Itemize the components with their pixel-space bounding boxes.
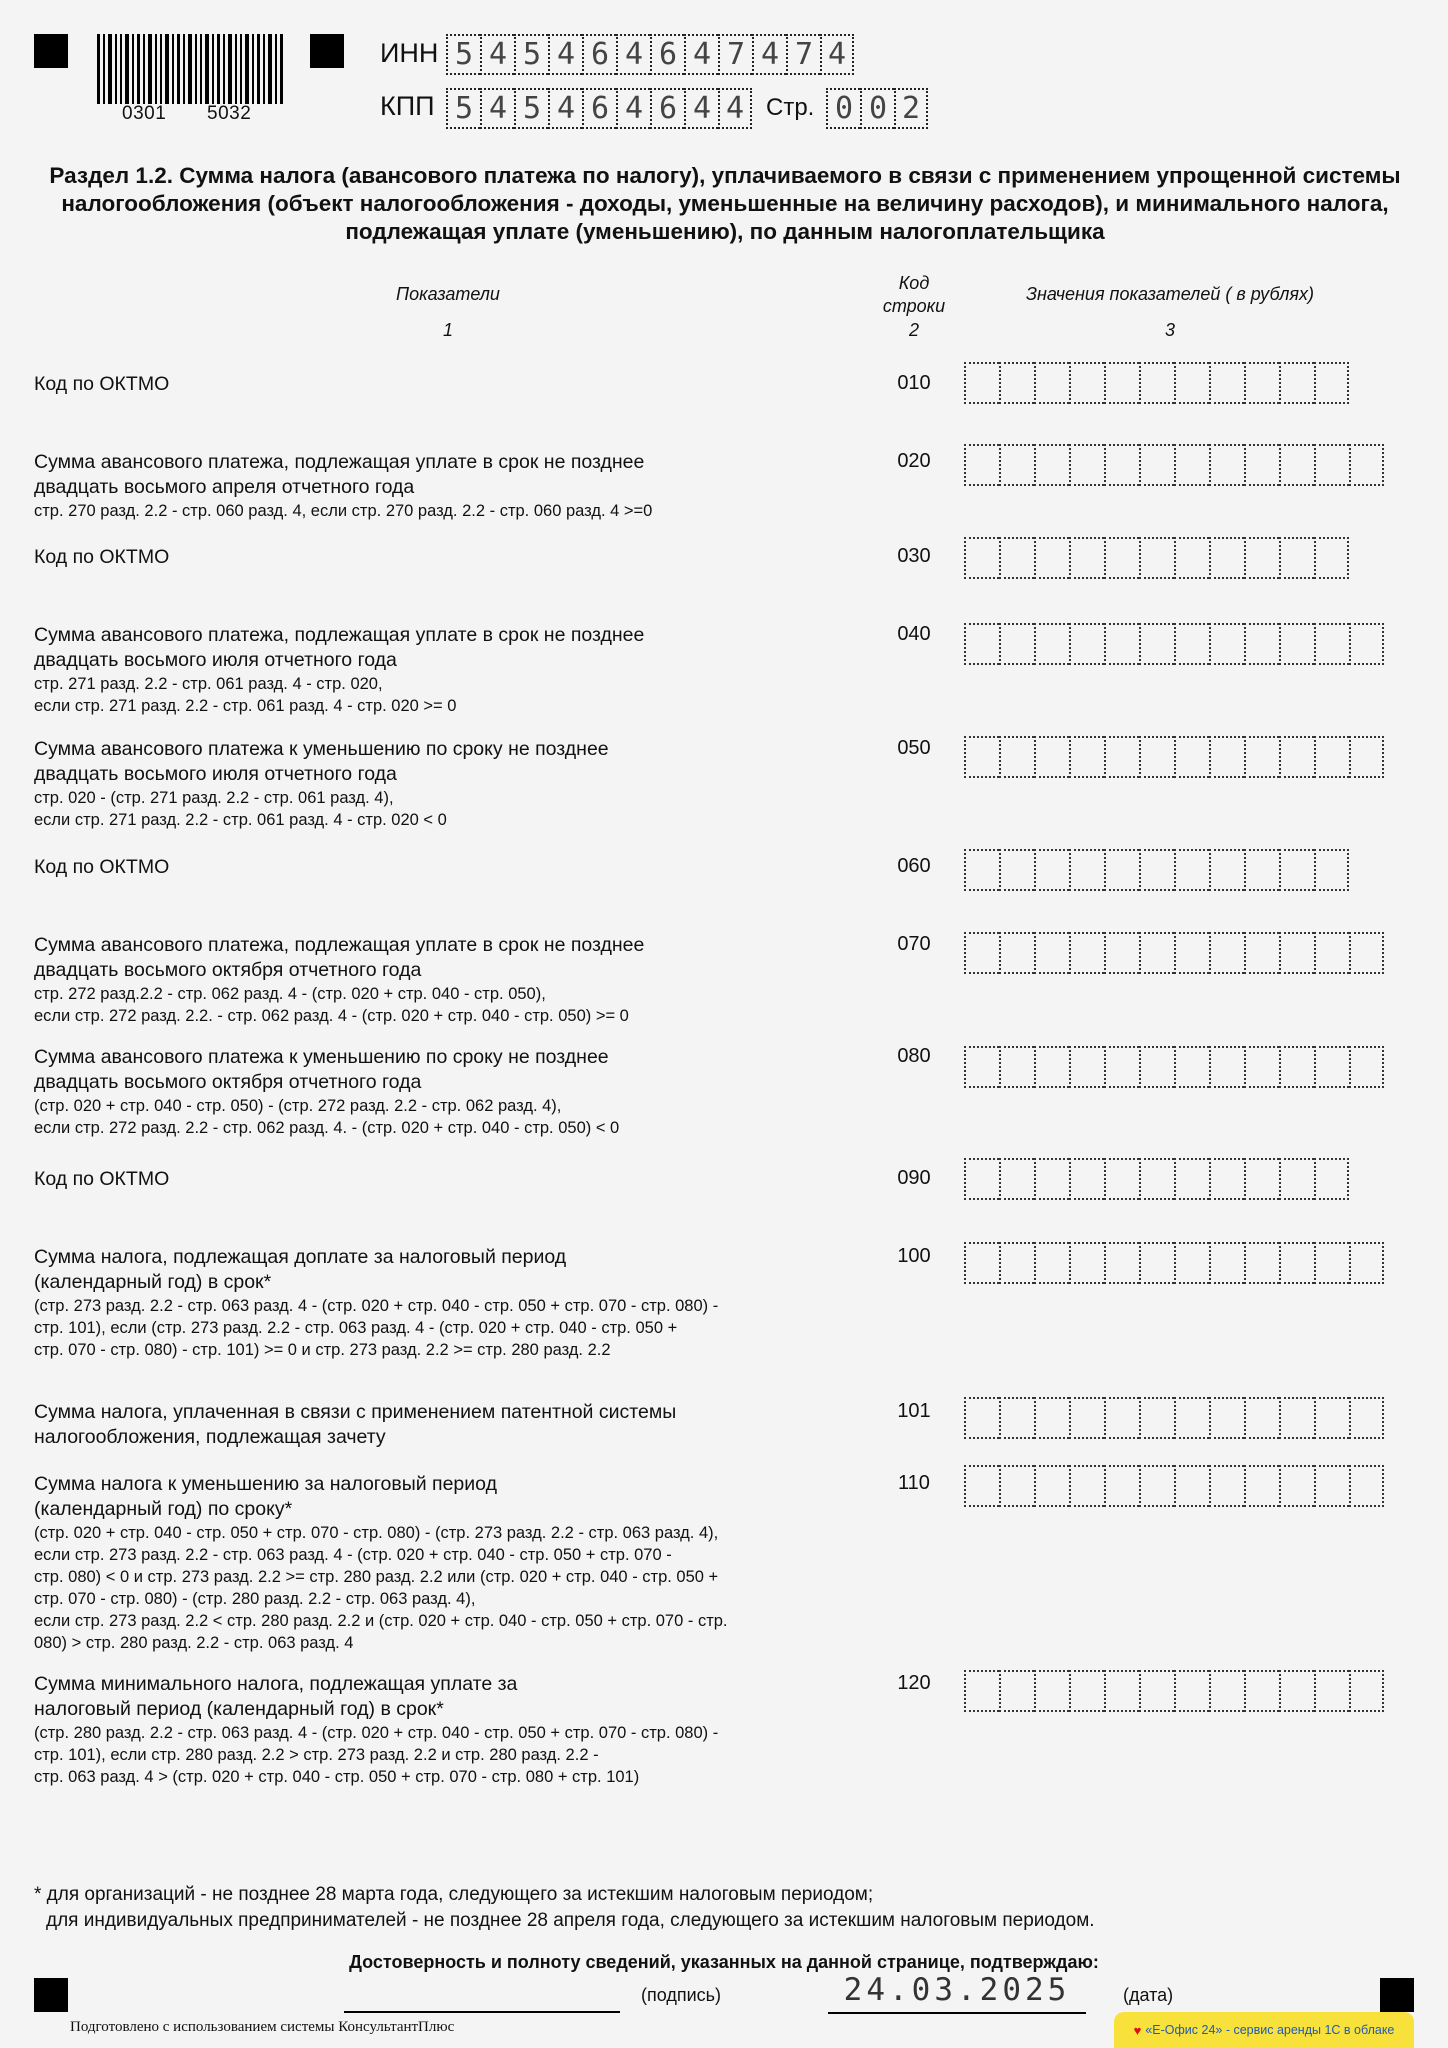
value-cell[interactable] bbox=[1139, 1242, 1174, 1284]
section-title: Раздел 1.2. Сумма налога (авансового платежа по налогу), уплачиваемого в связи с применением упрощенной системы налогообложения (объект налогообложения - доходы, уменьшенные на величину расходов), и минимального налога, подлежащая уплате (уменьшению), по данным налогоплательщика bbox=[49, 163, 1401, 244]
value-cell[interactable] bbox=[1069, 849, 1104, 891]
value-cell[interactable] bbox=[1314, 849, 1349, 891]
kpp-digit[interactable]: 4 bbox=[616, 88, 650, 129]
value-cell[interactable] bbox=[1349, 736, 1384, 778]
service-banner[interactable] bbox=[1114, 2012, 1414, 2048]
row-070-label bbox=[34, 933, 874, 1027]
value-cell[interactable] bbox=[1034, 537, 1069, 579]
row-120-title: Сумма минимального налога, подлежащая уплате за налоговый период (календарный год) в срок* bbox=[34, 1673, 518, 1720]
row-020-formula: стр. 270 разд. 2.2 - стр. 060 разд. 4, если стр. 270 разд. 2.2 - стр. 060 разд. 4 >=0 bbox=[34, 502, 653, 520]
inn-digit[interactable]: 6 bbox=[582, 34, 616, 75]
value-cell[interactable] bbox=[1279, 1158, 1314, 1200]
row-020-label bbox=[34, 450, 874, 522]
kpp-digit[interactable]: 5 bbox=[446, 88, 480, 129]
value-cell[interactable] bbox=[1069, 1465, 1104, 1507]
value-cell[interactable] bbox=[1279, 444, 1314, 486]
value-cell[interactable] bbox=[1104, 1397, 1139, 1439]
inn-digit[interactable]: 4 bbox=[752, 34, 786, 75]
value-cell[interactable] bbox=[964, 623, 999, 665]
value-cell[interactable] bbox=[1349, 1465, 1384, 1507]
page-number-cells bbox=[826, 88, 928, 129]
value-cell[interactable] bbox=[999, 537, 1034, 579]
value-cell[interactable] bbox=[1174, 1158, 1209, 1200]
row-050-title: Сумма авансового платежа к уменьшению по сроку не позднее двадцать восьмого июля отчетного года bbox=[34, 738, 609, 785]
row-080-formula: (стр. 020 + стр. 040 - стр. 050) - (стр. 272 разд. 2.2 - стр. 062 разд. 4), если стр. 272 разд. 2.2 - стр. 062 разд. 4. - (стр. 020 + стр. 040 - стр. 050) < 0 bbox=[34, 1097, 620, 1137]
value-cell[interactable] bbox=[1104, 1242, 1139, 1284]
value-cell[interactable] bbox=[1244, 362, 1279, 404]
value-cell[interactable] bbox=[1069, 1046, 1104, 1088]
row-040-code: 040 bbox=[897, 623, 931, 645]
row-070-code: 070 bbox=[897, 933, 931, 955]
row-040-label bbox=[34, 623, 874, 717]
value-cell[interactable] bbox=[1034, 1158, 1069, 1200]
row-090-value-field[interactable] bbox=[964, 1158, 1349, 1200]
row-070-title: Сумма авансового платежа, подлежащая уплате в срок не позднее двадцать восьмого октября отчетного года bbox=[34, 934, 645, 981]
row-120-value-field[interactable] bbox=[964, 1670, 1384, 1712]
kpp-digit[interactable]: 4 bbox=[548, 88, 582, 129]
inn-digit[interactable]: 5 bbox=[514, 34, 548, 75]
value-cell[interactable] bbox=[1244, 537, 1279, 579]
value-cell[interactable] bbox=[1139, 362, 1174, 404]
value-cell[interactable] bbox=[999, 1046, 1034, 1088]
value-cell[interactable] bbox=[1069, 1242, 1104, 1284]
value-cell[interactable] bbox=[1139, 932, 1174, 974]
value-cell[interactable] bbox=[1069, 623, 1104, 665]
value-cell[interactable] bbox=[964, 444, 999, 486]
value-cell[interactable] bbox=[1174, 444, 1209, 486]
value-cell[interactable] bbox=[1314, 1158, 1349, 1200]
value-cell[interactable] bbox=[1314, 1046, 1349, 1088]
signature-label: (подпись) bbox=[641, 1985, 722, 2005]
footnote-line-organizations: * для организаций - не позднее 28 марта года, следующего за истекшим налоговым периодом; bbox=[34, 1884, 874, 1905]
row-110-formula: (стр. 020 + стр. 040 - стр. 050 + стр. 070 - стр. 080) - (стр. 273 разд. 2.2 - стр. 063 разд. 4), если стр. 273 разд. 2.2 - стр. 063 разд. 4 - (стр. 020 + стр. 040 - стр. 050 + стр. 070 - стр. 080) < 0 и стр. 273 разд. 2.2 >= стр. 280 разд. 2.2 или (стр. 020 + стр. 040 - стр. 050 + стр. 070 - стр. 080) - (стр. 280 разд. 2.2 - стр. 063 разд. 4), если стр. 273 разд. 2.2 < стр. 280 разд. 2.2 и (стр. 020 + стр. 040 - стр. 050 + стр. 070 - стр. 080) > стр. 280 разд. 2.2 - стр. 063 разд. 4 bbox=[34, 1524, 728, 1652]
value-cell[interactable] bbox=[1314, 537, 1349, 579]
inn-label: ИНН bbox=[380, 38, 439, 68]
value-cell[interactable] bbox=[1104, 1158, 1139, 1200]
row-050-label bbox=[34, 737, 874, 831]
inn-digit[interactable]: 7 bbox=[718, 34, 752, 75]
value-cell[interactable] bbox=[1209, 1670, 1244, 1712]
value-cell[interactable] bbox=[999, 736, 1034, 778]
corner-marker-top-right bbox=[310, 34, 344, 68]
value-cell[interactable] bbox=[1279, 1046, 1314, 1088]
value-cell[interactable] bbox=[1349, 623, 1384, 665]
value-cell[interactable] bbox=[1034, 1670, 1069, 1712]
row-060-title: Код по ОКТМО bbox=[34, 856, 170, 878]
column-header-indicators: Показатели bbox=[396, 284, 500, 304]
kpp-digit[interactable]: 4 bbox=[718, 88, 752, 129]
value-cell[interactable] bbox=[1314, 1465, 1349, 1507]
corner-marker-top-left bbox=[34, 34, 68, 68]
row-050-value-field[interactable] bbox=[964, 736, 1384, 778]
row-100-title: Сумма налога, подлежащая доплате за налоговый период (календарный год) в срок* bbox=[34, 1246, 567, 1293]
row-080-value-field[interactable] bbox=[964, 1046, 1384, 1088]
value-cell[interactable] bbox=[999, 362, 1034, 404]
row-100-formula: (стр. 273 разд. 2.2 - стр. 063 разд. 4 - (стр. 020 + стр. 040 - стр. 050 + стр. 070 - стр. 080) - стр. 101), если (стр. 273 разд. 2.2 - стр. 063 разд. 4 - (стр. 020 + стр. 040 - стр. 050 + стр. 070 - стр. 080) - стр. 101) >= 0 и стр. 273 разд. 2.2 >= стр. 280 разд. 2.2 bbox=[34, 1297, 719, 1359]
value-cell[interactable] bbox=[1104, 1046, 1139, 1088]
value-cell[interactable] bbox=[1104, 932, 1139, 974]
value-cell[interactable] bbox=[1104, 1465, 1139, 1507]
value-cell[interactable] bbox=[1349, 1046, 1384, 1088]
barcode bbox=[97, 34, 285, 104]
value-cell[interactable] bbox=[1244, 1242, 1279, 1284]
value-cell[interactable] bbox=[1104, 362, 1139, 404]
prepared-by-note: Подготовлено с использованием системы КонсультантПлюс bbox=[70, 2019, 455, 2035]
value-cell[interactable] bbox=[1104, 444, 1139, 486]
value-cell[interactable] bbox=[999, 1670, 1034, 1712]
value-cell[interactable] bbox=[1069, 1397, 1104, 1439]
column-number-3: 3 bbox=[1164, 320, 1175, 340]
value-cell[interactable] bbox=[1034, 736, 1069, 778]
date-label: (дата) bbox=[1123, 1985, 1174, 2005]
value-cell[interactable] bbox=[1034, 362, 1069, 404]
value-cell[interactable] bbox=[1069, 1158, 1104, 1200]
row-110-value-field[interactable] bbox=[964, 1465, 1384, 1507]
value-cell[interactable] bbox=[964, 849, 999, 891]
value-cell[interactable] bbox=[1349, 1242, 1384, 1284]
value-cell[interactable] bbox=[1069, 1670, 1104, 1712]
value-cell[interactable] bbox=[1139, 1046, 1174, 1088]
value-cell[interactable] bbox=[1279, 932, 1314, 974]
row-070-value-field[interactable] bbox=[964, 932, 1384, 974]
row-110-title: Сумма налога к уменьшению за налоговый период (календарный год) по сроку* bbox=[34, 1473, 497, 1520]
value-cell[interactable] bbox=[1209, 932, 1244, 974]
inn-digit[interactable]: 4 bbox=[616, 34, 650, 75]
value-cell[interactable] bbox=[1244, 736, 1279, 778]
value-cell[interactable] bbox=[1174, 1465, 1209, 1507]
value-cell[interactable] bbox=[964, 537, 999, 579]
row-050-formula: стр. 020 - (стр. 271 разд. 2.2 - стр. 061 разд. 4), если стр. 271 разд. 2.2 - стр. 061 разд. 4 - стр. 020 < 0 bbox=[34, 789, 447, 829]
value-cell[interactable] bbox=[1279, 362, 1314, 404]
value-cell[interactable] bbox=[1174, 1242, 1209, 1284]
value-cell[interactable] bbox=[1174, 623, 1209, 665]
value-cell[interactable] bbox=[1209, 537, 1244, 579]
value-cell[interactable] bbox=[1349, 932, 1384, 974]
page-digit[interactable]: 0 bbox=[826, 88, 860, 129]
signature-field[interactable] bbox=[344, 2011, 620, 2013]
row-090-code: 090 bbox=[897, 1167, 931, 1189]
value-cell[interactable] bbox=[1279, 1465, 1314, 1507]
row-060-code: 060 bbox=[897, 855, 931, 877]
kpp-label: КПП bbox=[380, 91, 435, 121]
row-010-code: 010 bbox=[897, 372, 931, 394]
barcode-number-left: 0301 bbox=[122, 103, 167, 124]
inn-digit[interactable]: 4 bbox=[548, 34, 582, 75]
value-cell[interactable] bbox=[1139, 849, 1174, 891]
value-cell[interactable] bbox=[1034, 849, 1069, 891]
value-cell[interactable] bbox=[1209, 1397, 1244, 1439]
confirmation-text: Достоверность и полноту сведений, указанных на данной странице, подтверждаю: bbox=[349, 1952, 1099, 1972]
value-cell[interactable] bbox=[1069, 362, 1104, 404]
value-cell[interactable] bbox=[1104, 736, 1139, 778]
barcode-number-right: 5032 bbox=[207, 103, 252, 124]
value-cell[interactable] bbox=[1034, 1465, 1069, 1507]
value-cell[interactable] bbox=[1314, 736, 1349, 778]
value-cell[interactable] bbox=[1349, 444, 1384, 486]
value-cell[interactable] bbox=[1209, 1158, 1244, 1200]
value-cell[interactable] bbox=[1139, 1670, 1174, 1712]
row-120-formula: (стр. 280 разд. 2.2 - стр. 063 разд. 4 - (стр. 020 + стр. 040 - стр. 050 + стр. 070 - стр. 080) - стр. 101), если стр. 280 разд. 2.2 > стр. 273 разд. 2.2 и стр. 280 разд. 2.2 - стр. 063 разд. 4 > (стр. 020 + стр. 040 - стр. 050 + стр. 070 - стр. 080 + стр. 101) bbox=[34, 1724, 719, 1786]
row-101-title: Сумма налога, уплаченная в связи с применением патентной системы налогообложения, подлежащая зачету bbox=[34, 1401, 677, 1448]
value-cell[interactable] bbox=[1244, 1397, 1279, 1439]
row-110-label bbox=[34, 1472, 874, 1654]
value-cell[interactable] bbox=[1279, 736, 1314, 778]
inn-digit[interactable]: 4 bbox=[820, 34, 854, 75]
value-cell[interactable] bbox=[964, 362, 999, 404]
value-cell[interactable] bbox=[1174, 736, 1209, 778]
row-120-label bbox=[34, 1672, 874, 1788]
banner-text: «Е-Офис 24» - сервис аренды 1С в облаке bbox=[1145, 2023, 1395, 2037]
value-cell[interactable] bbox=[1034, 1046, 1069, 1088]
value-cell[interactable] bbox=[1174, 537, 1209, 579]
footnote bbox=[34, 1882, 1095, 1934]
inn-digit[interactable]: 7 bbox=[786, 34, 820, 75]
value-cell[interactable] bbox=[1244, 932, 1279, 974]
row-110-code: 110 bbox=[898, 1472, 930, 1494]
page-digit[interactable]: 2 bbox=[894, 88, 928, 129]
value-cell[interactable] bbox=[1174, 362, 1209, 404]
footnote-line-entrepreneurs: для индивидуальных предпринимателей - не позднее 28 апреля года, следующего за истекшим налоговым периодом. bbox=[46, 1910, 1095, 1931]
value-cell[interactable] bbox=[1174, 1397, 1209, 1439]
value-cell[interactable] bbox=[1174, 1670, 1209, 1712]
value-cell[interactable] bbox=[964, 1397, 999, 1439]
corner-marker-bottom-right bbox=[1380, 1978, 1414, 2012]
column-number-2: 2 bbox=[908, 320, 919, 340]
value-cell[interactable] bbox=[1069, 932, 1104, 974]
row-101-label bbox=[34, 1400, 874, 1450]
value-cell[interactable] bbox=[1349, 1397, 1384, 1439]
value-cell[interactable] bbox=[999, 1397, 1034, 1439]
value-cell[interactable] bbox=[1244, 1670, 1279, 1712]
inn-digit[interactable]: 4 bbox=[684, 34, 718, 75]
value-cell[interactable] bbox=[964, 736, 999, 778]
value-cell[interactable] bbox=[1174, 932, 1209, 974]
inn-digit[interactable]: 4 bbox=[480, 34, 514, 75]
page-label: Стр. bbox=[766, 94, 815, 121]
row-040-formula: стр. 271 разд. 2.2 - стр. 061 разд. 4 - стр. 020, если стр. 271 разд. 2.2 - стр. 061 разд. 4 - стр. 020 >= 0 bbox=[34, 675, 457, 715]
kpp-digit[interactable]: 6 bbox=[582, 88, 616, 129]
value-cell[interactable] bbox=[1174, 1046, 1209, 1088]
value-cell[interactable] bbox=[1314, 1397, 1349, 1439]
row-040-title: Сумма авансового платежа, подлежащая уплате в срок не позднее двадцать восьмого июля отчетного года bbox=[34, 624, 645, 671]
value-cell[interactable] bbox=[1104, 623, 1139, 665]
value-cell[interactable] bbox=[1244, 1158, 1279, 1200]
value-cell[interactable] bbox=[964, 1158, 999, 1200]
value-cell[interactable] bbox=[1279, 849, 1314, 891]
value-cell[interactable] bbox=[964, 1465, 999, 1507]
row-010-value-field[interactable] bbox=[964, 362, 1349, 404]
value-cell[interactable] bbox=[999, 623, 1034, 665]
value-cell[interactable] bbox=[1314, 623, 1349, 665]
row-101-value-field[interactable] bbox=[964, 1397, 1384, 1439]
value-cell[interactable] bbox=[1244, 623, 1279, 665]
value-cell[interactable] bbox=[1104, 849, 1139, 891]
row-080-code: 080 bbox=[897, 1045, 931, 1067]
value-cell[interactable] bbox=[1174, 849, 1209, 891]
row-020-value-field[interactable] bbox=[964, 444, 1384, 486]
row-010-label bbox=[34, 372, 874, 397]
corner-marker-bottom-left bbox=[34, 1978, 68, 2012]
row-101-code: 101 bbox=[897, 1400, 931, 1422]
value-cell[interactable] bbox=[1279, 1242, 1314, 1284]
value-cell[interactable] bbox=[999, 444, 1034, 486]
value-cell[interactable] bbox=[1209, 1046, 1244, 1088]
value-cell[interactable] bbox=[1034, 623, 1069, 665]
value-cell[interactable] bbox=[1314, 362, 1349, 404]
column-number-1: 1 bbox=[442, 320, 453, 340]
value-cell[interactable] bbox=[1314, 1670, 1349, 1712]
value-cell[interactable] bbox=[964, 1242, 999, 1284]
value-cell[interactable] bbox=[1139, 1465, 1174, 1507]
kpp-digit[interactable]: 6 bbox=[650, 88, 684, 129]
value-cell[interactable] bbox=[1034, 1397, 1069, 1439]
kpp-digit[interactable]: 4 bbox=[684, 88, 718, 129]
kpp-digit[interactable]: 4 bbox=[480, 88, 514, 129]
value-cell[interactable] bbox=[1349, 1670, 1384, 1712]
row-010-title: Код по ОКТМО bbox=[34, 373, 170, 395]
row-120-code: 120 bbox=[897, 1672, 931, 1694]
value-cell[interactable] bbox=[999, 1242, 1034, 1284]
date-field[interactable]: 24.03.2025 bbox=[828, 1972, 1086, 2014]
value-cell[interactable] bbox=[1244, 849, 1279, 891]
value-cell[interactable] bbox=[1139, 1158, 1174, 1200]
row-090-title: Код по ОКТМО bbox=[34, 1168, 170, 1190]
value-cell[interactable] bbox=[1244, 444, 1279, 486]
page-digit[interactable]: 0 bbox=[860, 88, 894, 129]
value-cell[interactable] bbox=[999, 849, 1034, 891]
value-cell[interactable] bbox=[999, 1158, 1034, 1200]
row-020-code: 020 bbox=[897, 450, 931, 472]
value-cell[interactable] bbox=[964, 1046, 999, 1088]
value-cell[interactable] bbox=[964, 1670, 999, 1712]
value-cell[interactable] bbox=[1034, 444, 1069, 486]
row-060-value-field[interactable] bbox=[964, 849, 1349, 891]
row-030-label bbox=[34, 545, 874, 570]
value-cell[interactable] bbox=[1069, 736, 1104, 778]
value-cell[interactable] bbox=[1139, 444, 1174, 486]
row-100-label bbox=[34, 1245, 874, 1361]
value-cell[interactable] bbox=[1209, 623, 1244, 665]
row-060-label bbox=[34, 855, 874, 880]
row-080-label bbox=[34, 1045, 874, 1139]
inn-digit[interactable]: 5 bbox=[446, 34, 480, 75]
row-040-value-field[interactable] bbox=[964, 623, 1384, 665]
value-cell[interactable] bbox=[1209, 1242, 1244, 1284]
inn-digit[interactable]: 6 bbox=[650, 34, 684, 75]
value-cell[interactable] bbox=[1244, 1465, 1279, 1507]
value-cell[interactable] bbox=[1139, 1397, 1174, 1439]
value-cell[interactable] bbox=[1209, 444, 1244, 486]
row-090-label bbox=[34, 1167, 874, 1192]
value-cell[interactable] bbox=[1034, 932, 1069, 974]
value-cell[interactable] bbox=[1069, 444, 1104, 486]
kpp-digit[interactable]: 5 bbox=[514, 88, 548, 129]
value-cell[interactable] bbox=[1279, 623, 1314, 665]
inn-cells bbox=[446, 34, 854, 75]
row-030-code: 030 bbox=[897, 545, 931, 567]
value-cell[interactable] bbox=[1209, 736, 1244, 778]
value-cell[interactable] bbox=[1314, 932, 1349, 974]
row-020-title: Сумма авансового платежа, подлежащая уплате в срок не позднее двадцать восьмого апреля отчетного года bbox=[34, 451, 645, 498]
row-100-code: 100 bbox=[897, 1245, 931, 1267]
value-cell[interactable] bbox=[964, 932, 999, 974]
column-header-values: Значения показателей ( в рублях) bbox=[1025, 284, 1315, 304]
value-cell[interactable] bbox=[1104, 1670, 1139, 1712]
value-cell[interactable] bbox=[1279, 1397, 1314, 1439]
column-header-line-code: Код строки bbox=[882, 273, 946, 316]
row-030-value-field[interactable] bbox=[964, 537, 1349, 579]
value-cell[interactable] bbox=[1139, 623, 1174, 665]
row-100-value-field[interactable] bbox=[964, 1242, 1384, 1284]
row-030-title: Код по ОКТМО bbox=[34, 546, 170, 568]
value-cell[interactable] bbox=[1279, 537, 1314, 579]
row-050-code: 050 bbox=[897, 737, 931, 759]
value-cell[interactable] bbox=[1104, 537, 1139, 579]
value-cell[interactable] bbox=[1139, 736, 1174, 778]
value-cell[interactable] bbox=[1139, 537, 1174, 579]
value-cell[interactable] bbox=[1314, 444, 1349, 486]
value-cell[interactable] bbox=[1209, 362, 1244, 404]
value-cell[interactable] bbox=[1069, 537, 1104, 579]
value-cell[interactable] bbox=[1279, 1670, 1314, 1712]
row-070-formula: стр. 272 разд.2.2 - стр. 062 разд. 4 - (стр. 020 + стр. 040 - стр. 050), если стр. 272 разд. 2.2. - стр. 062 разд. 4 - (стр. 020 + стр. 040 - стр. 050) >= 0 bbox=[34, 985, 629, 1025]
value-cell[interactable] bbox=[999, 1465, 1034, 1507]
value-cell[interactable] bbox=[1244, 1046, 1279, 1088]
row-080-title: Сумма авансового платежа к уменьшению по сроку не позднее двадцать восьмого октября отчетного года bbox=[34, 1046, 609, 1093]
value-cell[interactable] bbox=[1314, 1242, 1349, 1284]
value-cell[interactable] bbox=[1034, 1242, 1069, 1284]
kpp-cells bbox=[446, 88, 752, 129]
value-cell[interactable] bbox=[1209, 1465, 1244, 1507]
value-cell[interactable] bbox=[999, 932, 1034, 974]
value-cell[interactable] bbox=[1209, 849, 1244, 891]
heart-icon: ♥ bbox=[1133, 2022, 1142, 2038]
